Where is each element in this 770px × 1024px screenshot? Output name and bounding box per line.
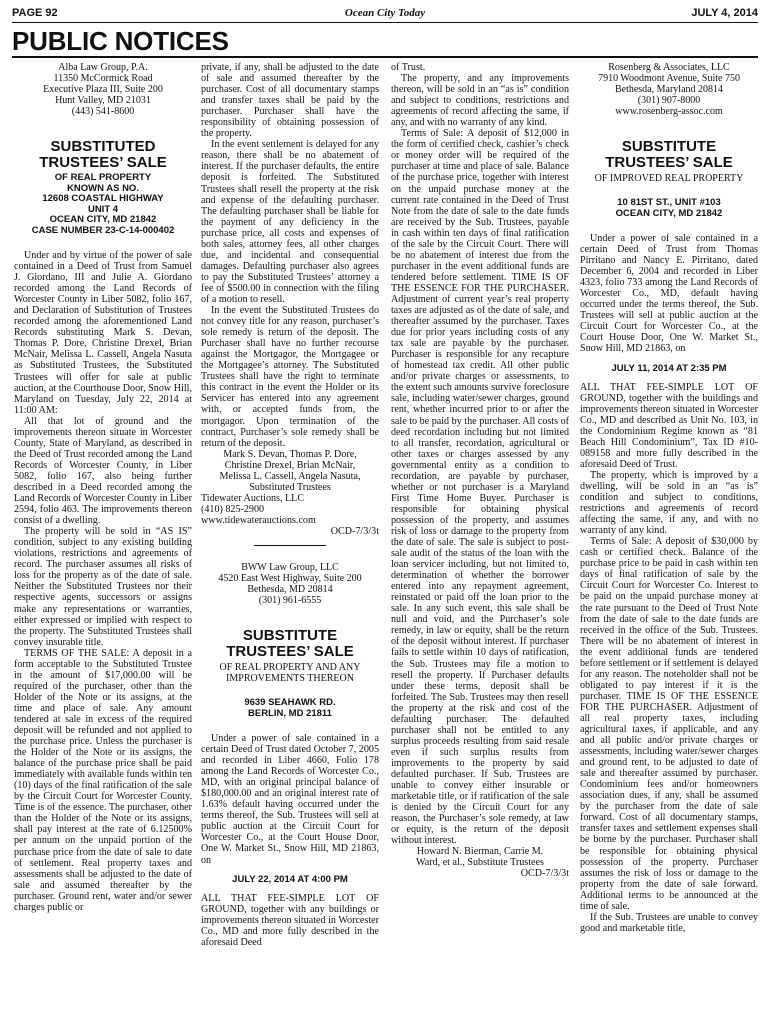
signature-line: Melissa L. Cassell, Angela Nasuta,: [219, 470, 361, 482]
notice1-title: SUBSTITUTED TRUSTEES’ SALE: [39, 138, 167, 171]
notice2-signature: [391, 846, 569, 868]
notice2-paragraph: Under a power of sale contained in a certain Deed of Trust dated October 7, 2005 and recorded in Liber 4660, Folio 178 among the Land Records of Worcester Co., MD, with an original principal balance of $180,000.00 and an original interest rate of 1.63% default having occurred under the terms thereof, the Sub. Trustees will sell at public auction at the Circuit Court for Worcester Co., at the Court House Door, One W. Market St., Snow Hill, MD 21863, on: [201, 733, 379, 866]
column-1: [14, 62, 192, 1020]
notice2-property-address: [201, 698, 379, 719]
signature-line: Mark S. Devan, Thomas P. Dore,: [223, 448, 357, 460]
notice1-paragraph: private, if any, shall be adjusted to the date of sale and assumed thereafter by the purchaser. Cost of all documentary stamps and transfer taxes shall be paid by the purchaser. Purchaser shall have the responsibility of obtaining possession of the property.: [201, 62, 379, 140]
notice2-title: SUBSTITUTE TRUSTEES’ SALE: [226, 627, 354, 661]
section-title: PUBLIC NOTICES: [12, 26, 229, 56]
notice1-paragraph: TERMS OF THE SALE: A deposit in a form acceptable to the Substituted Trustee in the amount of $17,000.00 will be required of the purchaser, other than the Holder of the Note or its assigns, at the time and place of sale. Any amount tendered at sale in excess of the required deposit will be refunded and not applied to the purchase price. Unless the purchaser is the Holder of the Note or its assigns, the balance of the purchase price shall be paid immediately with available funds within ten (10) days of the final ratification of the sale by the Circuit Court for Worcester County. Time is of the essence. The purchaser, other than the Holder of the Note or its assigns, shall pay interest at the rate of 6.12500% per annum on the unpaid portion of the purchase price from the date of sale to date of settlement. Real property taxes and assessments shall be adjusted to the date of sale and assumed thereafter by the purchaser. Ground rent, water and/or sewer charges public or: [14, 647, 192, 913]
publication-name: Ocean City Today: [344, 7, 426, 19]
notice3-firm: Rosenberg & Associates, LLC: [608, 62, 730, 73]
notice3-address-line: Bethesda, Maryland 20814: [614, 84, 724, 95]
notice2-paragraph: ALL THAT FEE-SIMPLE LOT OF GROUND, together with any buildings or improvements thereon situated in Worcester Co., MD and more fully described in the aforesaid Deed: [201, 892, 379, 948]
notice3-website: www.rosenberg-assoc.com: [615, 106, 723, 117]
notice1-code: OCD-7/3/3t: [330, 525, 379, 537]
notice3-paragraph: ALL THAT FEE-SIMPLE LOT OF GROUND, together with the buildings and improvements thereon situated in Worcester Co., MD and described as Unit No. 103, in the Condominium Regime known as “81 Beach Hill Condominium”, Tax ID #10-089158 and more fully described in the aforesaid Deed of Trust.: [580, 381, 758, 470]
property-address-line: OCEAN CITY, MD 21842: [615, 207, 723, 219]
notice1-firm: Alba Law Group, P.A.: [58, 62, 148, 73]
notice2-sub-line: OF REAL PROPERTY AND ANY: [219, 662, 361, 674]
signature-line: Ward, et al., Substitute Trustees: [416, 857, 544, 869]
notice1-paragraph: In the event settlement is delayed for any reason, there shall be no abatement of interest. If the purchaser defaults, the entire deposit is forfeited. The Substituted Trustees shall resell the property at the risk and expense of the defaulting purchaser. The defaulting purchaser shall be liable for the payment of any deficiency in the purchase price, all costs and expenses of both sales, attorney fees, all other charges due, and incidental and consequential damages. Defaulting purchaser also agrees to pay the Substituted Trustees’ attorney a fee of $500.00 in connection with the filing of a motion to resell.: [201, 139, 379, 305]
column-4: [580, 62, 758, 1020]
auctioneer-website: www.tidewaterauctions.com: [201, 514, 316, 526]
notice1-address-line: Hunt Valley, MD 21031: [55, 95, 151, 106]
notice2-sub-line: IMPROVEMENTS THEREON: [226, 673, 354, 685]
notice2-phone: (301) 961-6555: [258, 595, 322, 607]
notice1-paragraph: In the event the Substituted Trustees do not convey title for any reason, purchaser’s sole remedy is return of the deposit. The Purchaser shall have no further recourse against the Mortgagor, the Mortgagee or the Mortgagee’s attorney. The Substituted Trustees shall have the right to terminate this contract in the event the Holder or its Servicer has entered into any agreement with, or accepted funds from, the mortgagor. Upon termination of the contract, Purchaser’s sole remedy shall be return of the deposit.: [201, 305, 379, 449]
notice3-title: SUBSTITUTE TRUSTEES’ SALE: [605, 138, 733, 171]
property-address-line: 10 81ST ST., UNIT #103: [617, 197, 721, 208]
auctioneer-phone: (410) 825-2900: [201, 503, 265, 515]
notice3-firm-block: [580, 62, 758, 117]
notice1-address-line: 11350 McCormick Road: [53, 73, 153, 84]
notice2-paragraph: The property, and any improvements thereon, will be sold in an “as is” condition and subject to conditions, restrictions and agreements of record affecting the same, if any, and with no warranty of any kind.: [391, 73, 569, 129]
notice1-phone: (443) 541-8600: [71, 106, 135, 117]
notice1-paragraph: All that lot of ground and the improvements thereon situate in Worcester County, State of Maryland, as described in the Deed of Trust recorded among the Land Records of Worcester County, in Liber 5082, folio 167, also being further described in a Deed recorded among the Land Records of Worcester County in Liber 2594, folio 463. The improvements thereon consist of a dwelling.: [14, 415, 192, 527]
notice3-paragraph: The property, which is improved by a dwelling, will be sold in an “as is” condition and subject to conditions, restrictions and agreements of record affecting the same, if any, and with no warranty of any kind.: [580, 469, 758, 537]
notice1-sub-line: UNIT 4: [87, 203, 119, 215]
notice3-sale-date: JULY 11, 2014 AT 2:35 PM: [611, 362, 727, 374]
page-header: [12, 6, 758, 23]
auctioneer-name: Tidewater Auctions, LLC: [201, 492, 305, 504]
signature-line: Christine Drexel, Brian McNair,: [224, 459, 356, 471]
notice2-firm-block: [201, 562, 379, 606]
notice2-sale-date: JULY 22, 2014 AT 4:00 PM: [232, 873, 348, 885]
notice1-sub-line: KNOWN AS NO.: [67, 182, 139, 194]
notice2-address-line: 4520 East West Highway, Suite 200: [218, 573, 362, 585]
notice2-address-line: Bethesda, MD 20814: [247, 584, 333, 596]
notice2-subheading: [201, 662, 379, 684]
title-rule: [12, 56, 758, 58]
notice1-signature: [201, 449, 379, 493]
signature-line: Substituted Trustees: [249, 481, 331, 493]
notice3-phone: (301) 907-8000: [637, 95, 701, 106]
column-2: [201, 62, 379, 1020]
notice1-firm-block: [14, 62, 192, 117]
property-address-line: 9639 SEAHAWK RD.: [244, 697, 336, 709]
signature-line: Howard N. Bierman, Carrie M.: [416, 846, 544, 858]
notice3-paragraph: Under a power of sale contained in a certain Deed of Trust from Thomas Pirritano and Nancy E. Pirritano, dated December 6, 2004 and recorded in Liber 4323, folio 733 among the Land Records of Worcester Co., MD, default having occurred under the terms thereof, the Sub. Trustees will sell at public auction at the Circuit Court for Worcester Co., at the Court House Door, One W. Market St., Snow Hill, MD 21863, on: [580, 233, 758, 355]
notice-separator: [254, 545, 325, 546]
notice1-sub-line: OCEAN CITY, MD 21842: [49, 214, 157, 225]
notice2-firm: BWW Law Group, LLC: [241, 562, 339, 574]
page-number: PAGE 92: [12, 7, 58, 19]
notice1-sub-line: 12608 COASTAL HIGHWAY: [42, 193, 164, 204]
notice1-auctioneer: [201, 493, 379, 526]
notice2-paragraph: Terms of Sale: A deposit of $12,000 in the form of certified check, cashier’s check or money order will be required of the purchaser at time and place of sale. Balance of the purchase price, together with interest on the unpaid purchase money at the current rate contained in the Deed of Trust Note from the date of sale to the date funds are received by the Sub. Trustees, payable in cash within ten days of final ratification of the sale by the Circuit Court. There will be no abatement of interest due from the purchaser in the event additional funds are tendered before settlement. TIME IS OF THE ESSENCE FOR THE PURCHASER. Adjustment of current year’s real property taxes are adjusted as of the date of sale, and thereafter assumed by the purchaser. Taxes due for prior years including costs of any tax sale are payable by the purchaser. Purchaser is responsible for any recapture of homestead tax credit. All other public and/or private charges or assessments, to the extent such amounts survive foreclosure sale, including water/sewer charges, ground rent, whether incurred prior to or after the sale to be paid by the purchaser. All costs of deed recordation including but not limited to all transfer, recordation, agricultural or other taxes or charges assessed by any governmental entity as a condition to recordation, are payable by purchaser, whether or not purchaser is a Maryland First Time Home Buyer. Purchaser is responsible for obtaining physical possession of the property, and assumes risk of loss or damage to the property from the date of sale. The sale is subject to post-sale audit of the status of the loan with the loan servicer including, but not limited to, determination of whether the borrower entered into any repayment agreement, reinstated or paid off the loan prior to the sale. In any such event, this sale shall be null and void, and the Purchaser’s sole remedy, in law or equity, shall be the return of the deposit without interest. If purchaser fails to settle within 10 days of ratification, the Sub. Trustees may file a motion to resell the property. If Purchaser defaults under these terms, deposit shall be forfeited. The Sub. Trustees may then resell the property at the risk and cost of the defaulting purchaser. The defaulted purchaser shall not be entitled to any surplus proceeds resulting from said resale even if such surplus results from improvements to the property by said defaulted purchaser. If Sub. Trustees are unable to convey either insurable or marketable title, or if ratification of the sale is denied by the Circuit Court for any reason, the Purchaser’s sole remedy, at law or equity, is the return of the deposit without interest.: [391, 128, 569, 847]
notice1-sub-line: OF REAL PROPERTY: [54, 172, 152, 183]
notice1-paragraph: Under and by virtue of the power of sale contained in a Deed of Trust from Samuel J. Giordano, III and Julie A. Giordano recorded among the Land Records of Worcester County in Liber 5082, folio 167, and Declaration of Substitution of Trustees recorded among the aforementioned Land Records substituting Mark S. Devan, Thomas P. Dore, Christine Drexel, Brian McNair, Melissa L. Cassell, Angela Nasuta as Substituted Trustees, the Substituted Trustees will offer for sale at public auction, at the Courthouse Door, Snow Hill, Maryland on Tuesday, July 22, 2014 at 11:00 AM:: [14, 250, 192, 416]
notice1-sub-line: CASE NUMBER 23-C-14-000402: [31, 224, 175, 236]
notice1-address-line: Executive Plaza III, Suite 200: [43, 84, 163, 95]
notice3-paragraph: If the Sub. Trustees are unable to convey good and marketable title,: [580, 911, 758, 934]
notice3-property-address: [580, 198, 758, 219]
notice2-code: OCD-7/3/3t: [520, 868, 569, 880]
notice1-subheading: [14, 173, 192, 236]
notice3-paragraph: Terms of Sale: A deposit of $30,000 by cash or certified check. Balance of the purchase price to be paid in cash within ten days of final ratification of sale by the Circuit Court for Worcester Co. Interest to be paid on the unpaid purchase money at the rate pursuant to the Deed of Trust Note from the date of sale to the date funds are received in the office of the Sub. Trustees. There will be no abatement of interest in the event additional funds are tendered before settlement or if settlement is delayed for any reason. The noteholder shall not be obligated to pay interest if it is the purchaser. TIME IS OF THE ESSENCE FOR THE PURCHASER. Adjustment of all real property taxes, including agricultural taxes, if applicable, and any and all public and/or private charges or assessments, including water/sewer charges and ground rent, to be adjusted to date of sale and thereafter assumed by purchaser. Condominium fees and/or homeowners association dues, if any, shall be assumed by the purchaser from the date of sale forward. Cost of all documentary stamps, transfer taxes and settlement expenses shall be borne by the purchaser. Purchaser shall be responsible for obtaining physical possession of the property. Purchaser assumes the risk of loss or damage to the property from the date of sale forward. Additional terms to be announced at the time of sale.: [580, 536, 758, 912]
issue-date: JULY 4, 2014: [691, 7, 758, 19]
notice3-subheading: OF IMPROVED REAL PROPERTY: [594, 173, 744, 184]
column-3: [391, 62, 569, 1020]
notice2-paragraph: of Trust.: [391, 62, 426, 73]
notice3-address-line: 7910 Woodmont Avenue, Suite 750: [598, 73, 740, 84]
property-address-line: BERLIN, MD 21811: [248, 707, 332, 719]
notice1-paragraph: The property will be sold in “AS IS” condition, subject to any existing building violations, restrictions and agreements of record. The purchaser assumes all risks of loss for the property as of the date of sale. Neither the Substituted Trustees nor their respective agents, successors or assigns make any representations or warranties, either expressed or implied with respect to the property. The Substituted Trustees shall convey insurable title.: [14, 526, 192, 648]
